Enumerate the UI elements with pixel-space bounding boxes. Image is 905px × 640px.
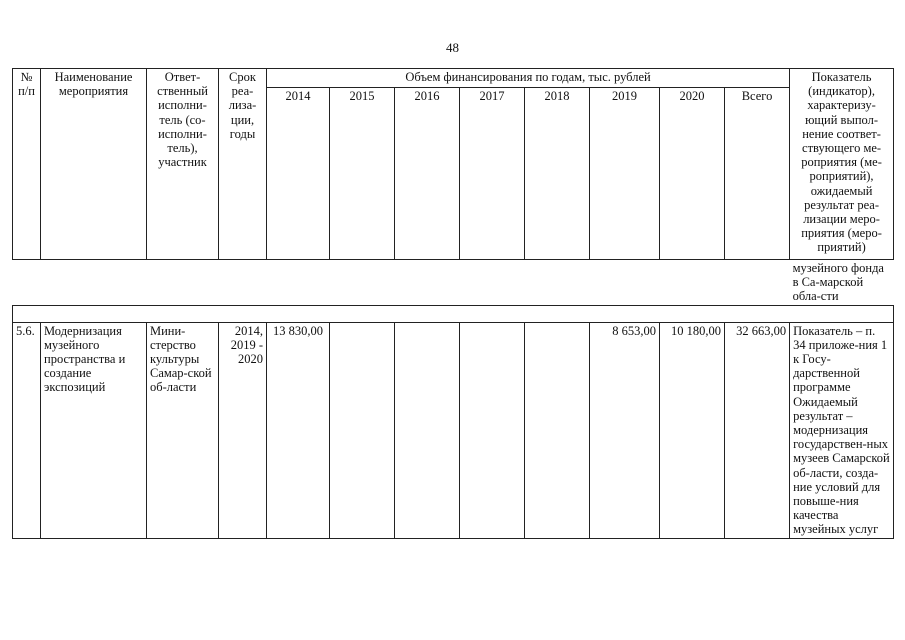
header-name: Наименование мероприятия (41, 69, 147, 260)
header-year-2016: 2016 (395, 88, 460, 260)
row-value-2018 (525, 322, 590, 538)
row-number: 5.6. (13, 322, 41, 538)
row-value-2017 (460, 322, 525, 538)
row-value-2020: 10 180,00 (660, 322, 725, 538)
row-indicator: Показатель – п. 34 приложе-ния 1 к Госу-дарственной программе Ожидаемый результат – модернизация государствен-ных музеев Самарской об-ласти, созда-ние условий для повыше-ния качества музейных услуг (790, 322, 894, 538)
header-responsible: Ответ-ственный исполни-тель (со-исполни-тель), участник (147, 69, 219, 260)
header-funding: Объем финансирования по годам, тыс. рублей (267, 69, 790, 88)
header-number: № п/п (13, 69, 41, 260)
header-year-2018: 2018 (525, 88, 590, 260)
row-value-2015 (330, 322, 395, 538)
header-year-2020: 2020 (660, 88, 725, 260)
header-year-2014: 2014 (267, 88, 330, 260)
header-year-2017: 2017 (460, 88, 525, 260)
page-number: 48 (446, 40, 459, 55)
row-value-2019: 8 653,00 (590, 322, 660, 538)
header-year-2019: 2019 (590, 88, 660, 260)
row-name: Модернизация музейного пространства и создание экспозиций (41, 322, 147, 538)
header-term: Срок реа-лиза-ции, годы (219, 69, 267, 260)
indicator-continuation: музейного фонда в Са-марской обла-сти (792, 261, 884, 304)
row-value-total: 32 663,00 (725, 322, 790, 538)
header-total: Всего (725, 88, 790, 260)
row-value-2014: 13 830,00 (267, 322, 330, 538)
table-row (13, 322, 894, 538)
header-indicator: Показатель (индикатор), характеризу-ющий выпол-нение соответ-ствующего ме-роприятия (ме-роприятий), ожидаемый результат реа-лизации меро-приятия (меро-приятий) (790, 69, 894, 260)
row-term: 2014, 2019 - 2020 (219, 322, 267, 538)
header-year-2015: 2015 (330, 88, 395, 260)
row-responsible: Мини-стерство культуры Самар-ской об-ласти (147, 322, 219, 538)
funding-table (12, 68, 894, 539)
row-value-2016 (395, 322, 460, 538)
